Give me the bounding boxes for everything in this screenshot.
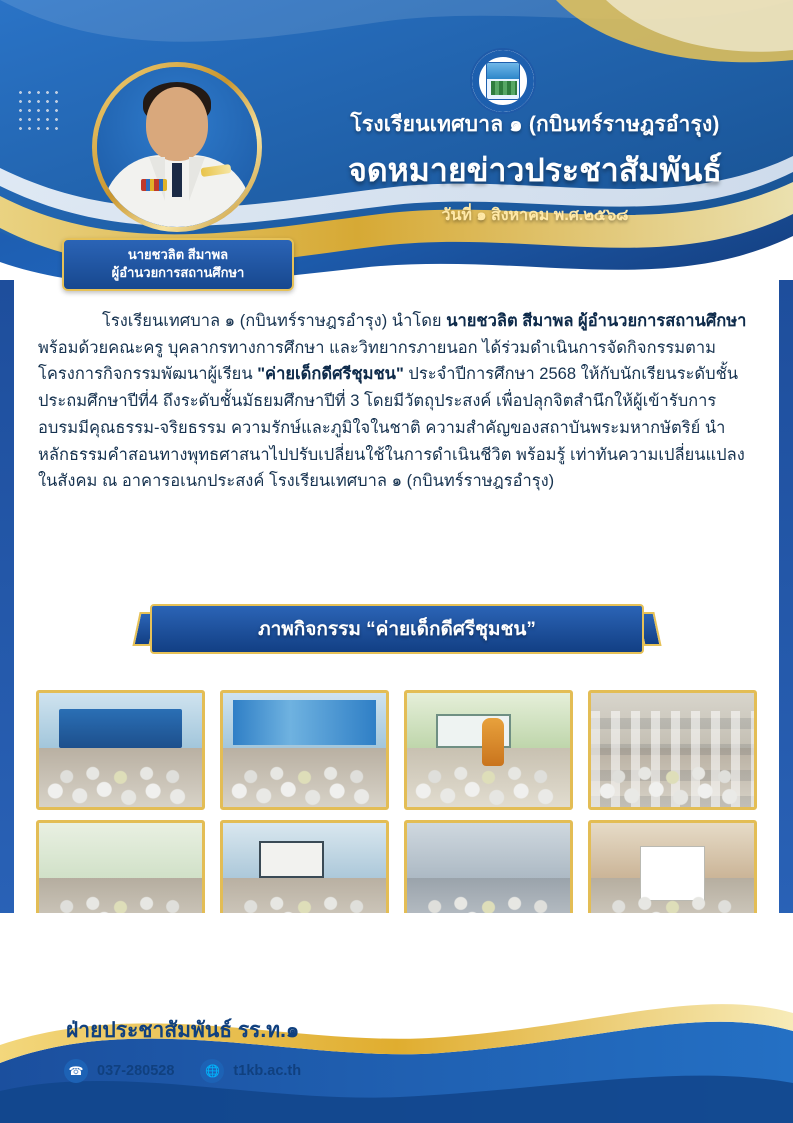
director-nameplate [62,238,294,291]
globe-icon: 🌐 [200,1059,224,1083]
side-strip-right [779,280,793,960]
photo-gallery [36,690,758,940]
article-part3: ประจำปีการศึกษา 2568 ให้กับนักเรียนระดับชั้นประถมศึกษาปีที่4 ถึงระดับชั้นมัธยมศึกษาปีที่ 3 โดยมีวัตถุประสงค์ เพื่อปลุกจิตสำนึกให้ผู้เข้ารับการอบรมมีคุณธรรม-จริยธรรม ความรักษ์และภูมิใจในชาติ ความสำคัญของสถาบันพระมหากษัตริย์ นำหลักธรรมคำสอนทางพุทธศาสนาไปปรับเปลี่ยนใช้ในการดำเนินชีวิต พร้อมรู้ เท่าทันความเปลี่ยนแปลงในสังคม ณ อาคารอเนกประสงค์ โรงเรียนเทศบาล ๑ (กบินทร์ราษฎรอำรุง) [38,365,745,491]
phone-icon: ☎ [64,1059,88,1083]
website-url: t1kb.ac.th [233,1063,302,1079]
article-body [38,308,756,495]
page-title: จดหมายข่าวประชาสัมพันธ์ [348,152,722,188]
gallery-banner [150,604,644,654]
article-part1: โรงเรียนเทศบาล ๑ (กบินทร์ราษฎรอำรุง) นำโดย [102,312,447,330]
article-bold2: "ค่ายเด็กดีศรีชุมชน" [257,365,404,384]
issue-date: วันที่ ๑ สิงหาคม พ.ศ.๒๕๖๘ [441,207,629,224]
director-name: นายชวลิต สีมาพล [127,247,229,262]
side-strip-left [0,280,14,960]
director-position: ผู้อำนวยการสถานศึกษา [111,264,245,280]
contact-website[interactable] [200,1059,301,1083]
header-titles [300,108,770,228]
gallery-photo[interactable] [588,690,757,810]
header [0,0,793,295]
gallery-photo[interactable] [36,690,205,810]
footer [0,943,793,1123]
footer-department: ฝ่ายประชาสัมพันธ์ รร.ท.๑ [66,1019,300,1042]
contact-phone[interactable] [64,1059,174,1083]
school-name: โรงเรียนเทศบาล ๑ (กบินทร์ราษฎรอำรุง) [350,113,720,136]
gallery-photo[interactable] [404,690,573,810]
gallery-photo[interactable] [220,690,389,810]
article-part2: พร้อมด้วยคณะครู บุคลากรทางการศึกษา และวิทยากรภายนอก ได้ร่วมดำเนินการจัดกิจกรรมตามโครงการกิจกรรมพัฒนาผู้เรียน [38,338,717,384]
phone-number: 037-280528 [97,1063,175,1079]
banner-title: ภาพกิจกรรม “ค่ายเด็กดีศรีชุมชน” [258,619,536,640]
footer-contacts [64,1059,301,1083]
school-seal-icon [470,48,536,114]
director-portrait [92,62,262,232]
article-bold1: นายชวลิต สีมาพล ผู้อำนวยการสถานศึกษา [446,312,747,330]
